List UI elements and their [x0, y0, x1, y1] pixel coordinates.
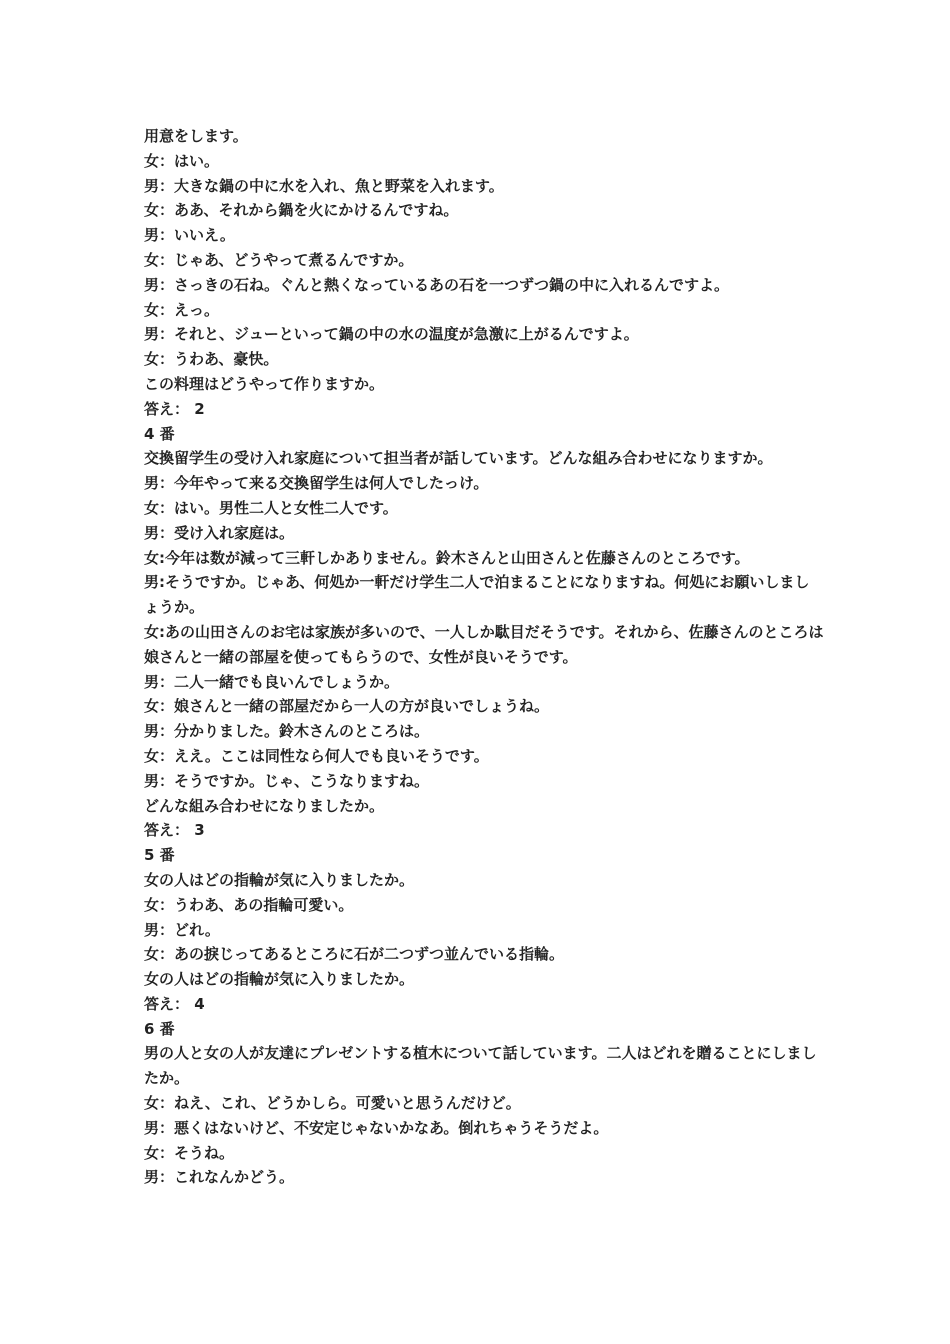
- text-line: 女：うわあ、あの指輪可愛い。: [144, 895, 354, 914]
- answer-line: 答え： 3: [144, 821, 205, 840]
- text-line: 交換留学生の受け入れ家庭について担当者が話しています。どんな組み合わせになりますか。: [144, 449, 773, 468]
- text-line: 男：二人一緒でも良いんでしょうか。: [144, 672, 400, 691]
- text-line: 女：ええ。ここは同性なら何人でも良いそうです。: [144, 746, 489, 765]
- text-line: 男：どれ。: [144, 920, 220, 939]
- text-line: 男：悪くはないけど、不安定じゃないかなあ。倒れちゃうそうだよ。: [144, 1118, 609, 1137]
- text-line: 男：分かりました。鈴木さんのところは。: [144, 722, 430, 741]
- text-line: 女：ねえ、これ、どうかしら。可愛いと思うんだけど。: [144, 1094, 521, 1113]
- answer-line: 答え： 4: [144, 994, 205, 1013]
- text-line: 男：受け入れ家庭は。: [144, 523, 295, 542]
- answer-line: 答え： 2: [144, 399, 205, 418]
- question-line: この料理はどうやって作りますか。: [144, 374, 385, 393]
- text-line: 女:今年は数が減って三軒しかありません。鈴木さんと山田さんと佐藤さんのところです。: [144, 548, 750, 567]
- text-line: 男：それと、ジューといって鍋の中の水の温度が急激に上がるんですよ。: [144, 325, 639, 344]
- section-heading: 6 番: [144, 1019, 175, 1038]
- section-heading: 5 番: [144, 846, 175, 865]
- text-line: 女：娘さんと一緒の部屋だから一人の方が良いでしょうね。: [144, 697, 550, 716]
- text-line: 女：えっ。: [144, 300, 220, 319]
- text-line: 男：いいえ。: [144, 226, 235, 245]
- question-line: 女の人はどの指輪が気に入りましたか。: [144, 970, 415, 989]
- text-line: 女:あの山田さんのお宅は家族が多いので、一人しか駄目だそうです。それから、佐藤さんのところは娘さんと一緒の部屋を使ってもらうので、女性が良いそうです。: [144, 622, 824, 666]
- section-heading: 4 番: [144, 424, 175, 443]
- text-line: 男：これなんかどう。: [144, 1168, 295, 1187]
- text-line: 男：今年やって来る交換留学生は何人でしたっけ。: [144, 474, 489, 493]
- text-line: 女の人はどの指輪が気に入りましたか。: [144, 870, 415, 889]
- text-line: 女：うわあ、豪快。: [144, 350, 279, 369]
- text-line: 男の人と女の人が友達にプレゼントする植木について話しています。二人はどれを贈ることにしましたか。: [144, 1044, 817, 1088]
- text-line: 女：はい。: [144, 151, 220, 170]
- question-line: どんな組み合わせになりましたか。: [144, 796, 385, 815]
- text-line: 用意をします。: [144, 127, 248, 145]
- text-line: 女：じゃあ、どうやって煮るんですか。: [144, 250, 414, 269]
- text-line: 男:そうですか。じゃあ、何処か一軒だけ学生二人で泊まることになりますね。何処にお願いしましょうか。: [144, 573, 810, 617]
- text-line: 女：ああ、それから鍋を火にかけるんですね。: [144, 201, 459, 220]
- text-line: 女：あの捩じってあるところに石が二つずつ並んでいる指輪。: [144, 945, 565, 964]
- text-line: 女：はい。男性二人と女性二人です。: [144, 498, 398, 517]
- document-body: [144, 124, 824, 1190]
- text-line: 男：大きな鍋の中に水を入れ、魚と野菜を入れます。: [144, 176, 504, 195]
- text-line: 女：そうね。: [144, 1143, 235, 1162]
- text-line: 男：そうですか。じゃ、こうなりますね。: [144, 771, 430, 790]
- text-line: 男：さっきの石ね。ぐんと熱くなっているあの石を一つずつ鍋の中に入れるんですよ。: [144, 275, 730, 294]
